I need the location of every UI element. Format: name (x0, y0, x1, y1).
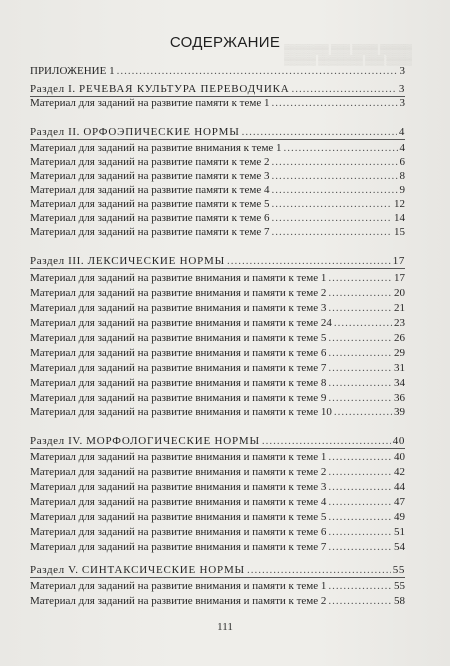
page-number: 17 (392, 255, 405, 267)
leader-dots (117, 65, 398, 78)
bleed-through-text: ▒▒▒▒▒ ▒▒▒▒ ▒▒▒ ▒▒▒▒▒▒▒ ▒▒▒▒ ▒▒▒ ▒▒▒▒▒▒▒ ▒▒▒▒▒ (284, 44, 412, 65)
entry-text: Материал для заданий на развитие внимания и памяти к теме 5 (30, 511, 327, 523)
entry-text: Материал для заданий на развитие внимания и памяти к теме 2 (30, 595, 327, 607)
leader-dots (334, 406, 392, 419)
section-title: ОРФОЭПИЧЕСКИЕ НОРМЫ (83, 126, 240, 138)
leader-dots (271, 212, 392, 225)
leader-dots (328, 511, 392, 524)
leader-dots (328, 392, 392, 405)
section-title: ЛЕКСИЧЕСКИЕ НОРМЫ (87, 255, 226, 267)
page-number: 49 (394, 511, 405, 523)
page-number: 3 (398, 83, 405, 95)
leader-dots (284, 142, 398, 155)
page-number: 40 (394, 451, 405, 463)
section-heading-5[interactable] (30, 564, 405, 577)
leader-dots (247, 564, 391, 577)
entry-text: Материал для заданий на развитие внимания и памяти к теме 8 (30, 377, 327, 389)
section-prefix: Раздел III. (30, 255, 85, 267)
toc-entry[interactable] (30, 184, 405, 197)
page-number: 55 (392, 564, 405, 576)
leader-dots (328, 526, 392, 539)
toc-title: СОДЕРЖАНИЕ (169, 34, 281, 51)
entry-text: Материал для заданий на развитие памяти к теме 6 (30, 212, 270, 224)
toc-entry[interactable] (30, 377, 405, 390)
entry-text: Материал для заданий на развитие внимания и памяти к теме 3 (30, 302, 327, 314)
leader-dots (328, 481, 392, 494)
toc-entry[interactable] (30, 406, 405, 419)
page-number: 4 (398, 126, 405, 138)
page-number: 9 (399, 184, 405, 196)
leader-dots (328, 377, 392, 390)
section-heading-2[interactable] (30, 126, 405, 139)
entry-text: Материал для заданий на развитие внимания и памяти к теме 7 (30, 362, 327, 374)
entry-text: Материал для заданий на развитие памяти к теме 3 (30, 170, 270, 182)
toc-entry[interactable] (30, 212, 405, 225)
toc-entry[interactable] (30, 526, 405, 539)
entry-text: Материал для заданий на развитие памяти к теме 5 (30, 198, 270, 210)
entry-text: Материал для заданий на развитие внимания и памяти к теме 1 (30, 451, 327, 463)
page-number: 44 (394, 481, 405, 493)
toc-entry[interactable] (30, 317, 405, 330)
leader-dots (328, 580, 392, 593)
page-number: 6 (399, 156, 405, 168)
leader-dots (227, 255, 391, 268)
leader-dots (328, 332, 392, 345)
page-number: 29 (394, 347, 405, 359)
toc-entry[interactable] (30, 496, 405, 509)
page-number: 8 (399, 170, 405, 182)
section-divider (30, 577, 405, 578)
toc-entry[interactable] (30, 362, 405, 375)
entry-text: Материал для заданий на развитие внимания и памяти к теме 2 (30, 466, 327, 478)
page-number: 3 (399, 65, 405, 77)
leader-dots (328, 451, 392, 464)
page-number: 34 (394, 377, 405, 389)
entry-text: Материал для заданий на развитие внимания и памяти к теме 10 (30, 406, 332, 418)
page-number: 40 (392, 435, 405, 447)
toc-entry[interactable] (30, 97, 405, 110)
entry-text: Материал для заданий на развитие внимания и памяти к теме 1 (30, 580, 327, 592)
leader-dots (271, 170, 397, 183)
page-number: 31 (394, 362, 405, 374)
entry-text: Материал для заданий на развитие внимания и памяти к теме 2 (30, 287, 327, 299)
toc-entry[interactable] (30, 466, 405, 479)
toc-entry[interactable] (30, 226, 405, 239)
leader-dots (271, 156, 397, 169)
leader-dots (328, 595, 392, 608)
page-folio: 111 (217, 621, 233, 633)
leader-dots (328, 496, 392, 509)
page-number: 36 (394, 392, 405, 404)
entry-text: Материал для заданий на развитие внимания и памяти к теме 5 (30, 332, 327, 344)
page-number: 55 (394, 580, 405, 592)
leader-dots (271, 184, 397, 197)
toc-entry[interactable] (30, 287, 405, 300)
entry-text: Материал для заданий на развитие внимания и памяти к теме 1 (30, 272, 327, 284)
page-number: 42 (394, 466, 405, 478)
section-heading-3[interactable] (30, 255, 405, 268)
entry-text: Материал для заданий на развитие внимания и памяти к теме 3 (30, 481, 327, 493)
leader-dots (262, 435, 391, 448)
page-number: 54 (394, 541, 405, 553)
entry-text: Материал для заданий на развитие внимания к теме 1 (30, 142, 282, 154)
toc-entry[interactable] (30, 541, 405, 554)
entry-text: Материал для заданий на развитие внимания и памяти к теме 24 (30, 317, 332, 329)
toc-entry[interactable] (30, 481, 405, 494)
page-number: 21 (394, 302, 405, 314)
entry-text: Материал для заданий на развитие внимания и памяти к теме 6 (30, 526, 327, 538)
appendix-label: ПРИЛОЖЕНИЕ 1 (30, 65, 115, 77)
leader-dots (328, 287, 392, 300)
entry-text: Материал для заданий на развитие памяти к теме 7 (30, 226, 270, 238)
leader-dots (328, 347, 392, 360)
leader-dots (328, 272, 392, 285)
section-heading-1[interactable] (30, 83, 405, 96)
section-prefix: Раздел IV. (30, 435, 83, 447)
section-prefix: Раздел I. (30, 83, 76, 95)
toc-entry[interactable] (30, 198, 405, 211)
entry-text: Материал для заданий на развитие внимания и памяти к теме 9 (30, 392, 327, 404)
toc-entry[interactable] (30, 332, 405, 345)
page-number: 17 (394, 272, 405, 284)
entry-text: Материал для заданий на развитие памяти к теме 2 (30, 156, 270, 168)
toc-entry[interactable] (30, 392, 405, 405)
page-number: 26 (394, 332, 405, 344)
page-number: 23 (394, 317, 405, 329)
section-title: РЕЧЕВАЯ КУЛЬТУРА ПЕРЕВОДЧИКА (79, 83, 290, 95)
entry-text: Материал для заданий на развитие внимания и памяти к теме 6 (30, 347, 327, 359)
page-number: 15 (394, 226, 405, 238)
page-number: 14 (394, 212, 405, 224)
entry-text: Материал для заданий на развитие памяти к теме 4 (30, 184, 270, 196)
page-number: 3 (399, 97, 405, 109)
section-title: СИНТАКСИЧЕСКИЕ НОРМЫ (81, 564, 245, 576)
page-number: 58 (394, 595, 405, 607)
leader-dots (271, 226, 392, 239)
toc-entry[interactable] (30, 272, 405, 285)
page-number: 51 (394, 526, 405, 538)
page-number: 39 (394, 406, 405, 418)
toc-entry[interactable] (30, 511, 405, 524)
toc-entry[interactable] (30, 302, 405, 315)
entry-text: Материал для заданий на развитие памяти к теме 1 (30, 97, 270, 109)
leader-dots (271, 97, 397, 110)
leader-dots (328, 541, 392, 554)
page-number: 20 (394, 287, 405, 299)
toc-entry[interactable] (30, 142, 405, 155)
page-number: 4 (399, 142, 405, 154)
toc-entry[interactable] (30, 347, 405, 360)
page-number: 47 (394, 496, 405, 508)
page-number: 12 (394, 198, 405, 210)
section-title: МОРФОЛОГИЧЕСКИЕ НОРМЫ (86, 435, 260, 447)
leader-dots (328, 466, 392, 479)
toc-entry[interactable] (30, 580, 405, 593)
leader-dots (271, 198, 392, 211)
toc-entry[interactable] (30, 170, 405, 183)
leader-dots (328, 302, 392, 315)
section-heading-4[interactable] (30, 435, 405, 448)
entry-text: Материал для заданий на развитие внимания и памяти к теме 4 (30, 496, 327, 508)
toc-entry[interactable] (30, 156, 405, 169)
section-divider (30, 448, 405, 449)
leader-dots (328, 362, 392, 375)
leader-dots (334, 317, 392, 330)
leader-dots (291, 83, 396, 96)
section-divider (30, 268, 405, 269)
section-divider (30, 139, 405, 140)
toc-entry[interactable] (30, 595, 405, 608)
section-prefix: Раздел II. (30, 126, 80, 138)
leader-dots (242, 126, 397, 139)
toc-appendix[interactable] (30, 65, 405, 78)
toc-entry[interactable] (30, 451, 405, 464)
entry-text: Материал для заданий на развитие внимания и памяти к теме 7 (30, 541, 327, 553)
section-prefix: Раздел V. (30, 564, 79, 576)
